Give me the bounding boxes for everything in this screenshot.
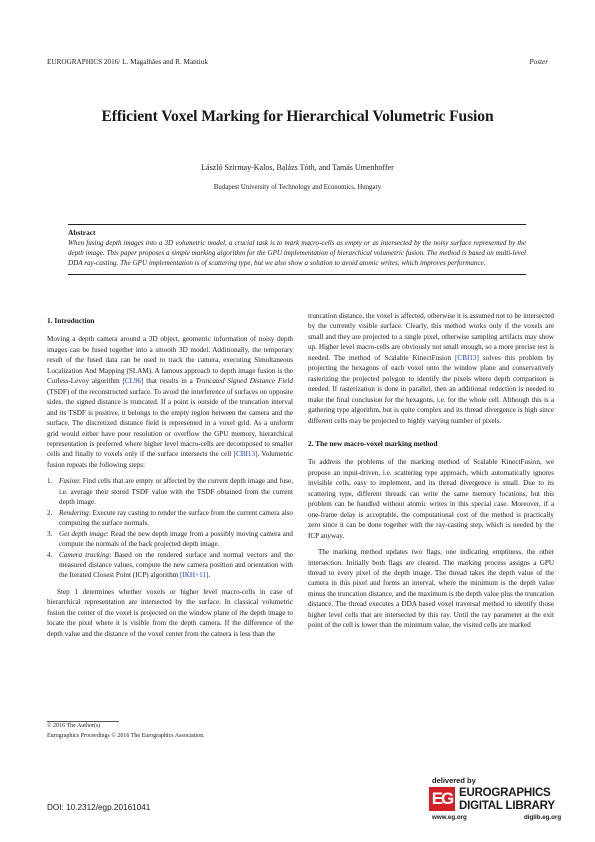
logo-line-1: EUROGRAPHICS [459,787,551,799]
paper-title: Efficient Voxel Marking for Hierarchical Volumetric Fusion [101,108,494,125]
citation-link[interactable]: [CBI13] [233,450,258,459]
eg-digital-library-logo[interactable] [428,776,578,828]
abstract-text: When fusing depth images into a 3D volumetric model, a crucial task is to mark macro-cells as empty or as intersected by the noisy surface represented by the depth image. This paper proposes a simple marking algorithm for the GPU implementation of hierarchical volumetric fusion. The method is based on multi-level DDA ray-casting. The GPU implementation is of scattering type, but we also show a solution to avoid atomic writes, which improves performance. [68,239,526,268]
fusion-steps-list [47,476,293,581]
list-item: 1. Fusion: Find cells that are empty or affected by the current depth image and fuse, i.e. average their stored TSDF value with the TSDF obtained from the current depth image. [47,477,293,507]
abstract-heading: Abstract [68,228,96,237]
body-paragraph: To address the problems of the marking method of Scalable KinectFusion, we propose an input-driven, i.e. scattering type approach, which automatically ignores invisible cells, easy to implement, and its thread divergence is small. Due to its scattering type, different threads can write the same memory locations, but this problem can be handled without atomic writes in this special case. Moreover, if a one-frame delay is acceptable, the computational cost of the method is practically zero since it can be done together with the ray-casting step, which is needed by the ICP anyway. [308,458,554,540]
right-column [308,311,554,631]
list-item: 3. Get depth image: Read the new depth image from a possibly moving camera and compute the normals of the back projected depth image. [47,529,293,549]
abstract-box [68,224,526,275]
running-header-right: Poster [529,58,548,66]
body-paragraph: The marking method updates two flags, one indicating emptiness, the other intersection. Initially both flags are cleared. The marking process assigns a GPU thread to every pixel of the depth image. The thread takes the depth value of the camera in this pixel and forms an interval, where the minimum is the depth value minus the truncation distance, and the maximum is the depth value plus the truncation distance. The thread executes a DDA based voxel traversal method to identify those higher level cells that are intersected by this ray. Until the ray parameter at the exit point of the cell is lower than the minimum value, the visited cells are marked [308,548,554,630]
footnote-divider [47,721,119,722]
proceedings-line: Eurographics Proceedings © 2016 The Eurographics Association. [47,733,205,739]
body-paragraph: truncation distance, the voxel is affected, otherwise it is assumed not to be intersected by the currently visible surface. Clearly, this method works only if the voxels are small and they are projected to a single pixel, otherwise sampling artifacts may show up. Higher level macro-cells are obviously not small enough, so a more precise test is needed. The method of Scalable KinectFusion [CBI13] solves this problem by projecting the hexagons of each voxel onto the window plane and conservatively rasterizing the projected polygon to identify the pixels where depth comparison is needed. If rasterization is done in parallel, then an additional reduction is needed to make the final conclusion for the hexagons, i.e. for the whole cell. Although this is a gathering type algorithm, but is quite complex and its thread divergence is high since different cells may be projected to highly varying number of pixels. [308,312,554,425]
citation-link[interactable]: [IKH+11] [179,571,209,580]
eg-logo-icon: EG [429,787,455,811]
section-1-heading: 1. Introduction [47,316,95,325]
author-list: László Szirmay-Kalos, Balázs Tóth, and Tamás Umenhoffer [201,163,394,172]
citation-link[interactable]: [CBI13] [455,353,479,362]
affiliation: Budapest University of Technology and Economics, Hungary [213,184,382,191]
intro-paragraph: Moving a depth camera around a 3D object, geometric information of noisy depth images can be fused together into a smooth 3D model. Additionally, the temporary result of the fused data can be used to track the camera, executing Simultaneous Localization And Mapping (SLAM). A famous approach to depth image fusion is the Curless-Levoy algorithm [CL96] that results in a Truncated Signed Distance Field (TSDF) of the reconstructed surface. To avoid the interference of surfaces on opposite sides, the signed distance is truncated. If a point is outside of the truncation interval and its TSDF is positive, it belongs to the empty region between the camera and the surface. The discretized distance field is represented in a voxel grid. As a uniform grid would either have poor resolution or overflow the GPU memory, hierarchical representation is preferred where higher level macro-cells are decomposed to smaller cells and finally to voxels only if the surface intersects the cell [CBI13]. Volumetric fusion repeats the following steps: [47,335,293,469]
doi-link[interactable]: DOI: 10.2312/egp.20161041 [47,803,151,812]
list-item: 2. Rendering: Execute ray casting to render the surface from the current camera also computing the surface normals. [47,508,293,528]
logo-url-2: diglib.eg.org [524,814,562,821]
list-item: 4. Camera tracking: Based on the rendered surface and normal vectors and the measured distance values, compute the new camera position and orientation with the Iterated Closest Point (ICP) algorithm [IKH+11]. [47,550,293,580]
section-2-heading: 2. The new macro-voxel marking method [308,438,438,448]
left-column [47,316,293,639]
body-paragraph: Step 1 determines whether voxels or higher level macro-cells in case of hierarchical representation are intersected by the surface. In classical volumetric fusion the center of the voxel is projected on the window plane of the depth image to locate the pixel where it is visible from the depth camera. If the difference of the depth value and the distance of the voxel center from the camera is less than the [47,587,293,638]
logo-line-2: DIGITAL LIBRARY [459,800,555,812]
citation-link[interactable]: [CL96] [122,377,144,386]
logo-url-1: www.eg.org [432,814,467,821]
copyright-line: © 2016 The Author(s) [47,723,101,729]
delivered-by-label: delivered by [432,776,476,785]
running-header-left: EUROGRAPHICS 2016/ L. Magalhães and R. Mantiuk [47,58,208,66]
